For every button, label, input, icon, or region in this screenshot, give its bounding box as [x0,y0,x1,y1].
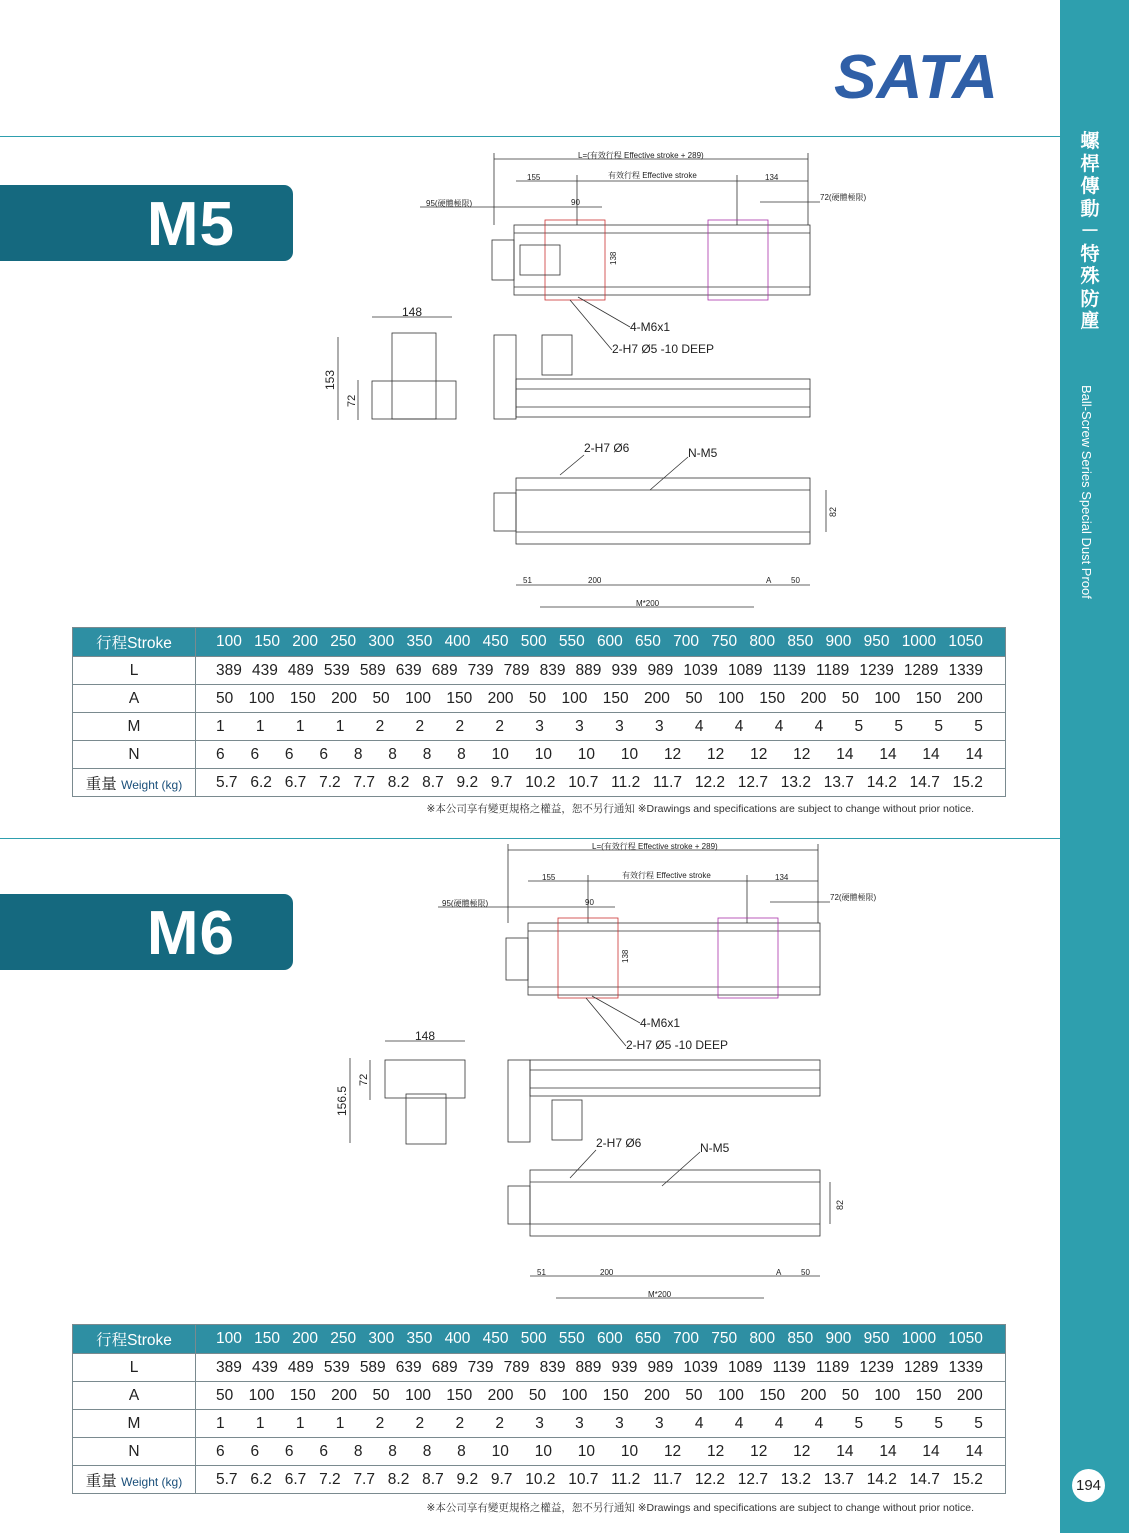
page-number: 194 [1072,1469,1105,1502]
svg-text:72: 72 [346,394,358,407]
logo-text: SATA [834,43,998,112]
svg-text:L=(有效行程 Effective stroke + 289: L=(有效行程 Effective stroke + 289) [592,842,718,851]
disclaimer-note: ※本公司享有變更規格之權益，恕不另行通知 ※Drawings and specifications are subject to change without prior notice. [426,1502,974,1514]
table-row: N 6 6 6 6 8 8 8 8 10 10 10 10 12 12 12 12 14 14 14 14 [73,1438,1006,1466]
sidebar-title-cjk: 螺桿傳動－特殊防塵 [1080,130,1100,332]
spec-table-m5 [72,627,1006,797]
svg-text:82: 82 [828,506,838,517]
svg-text:2-H7 Ø6: 2-H7 Ø6 [596,1136,642,1150]
svg-text:134: 134 [775,873,789,882]
callout-pin: 2-H7 Ø5 -10 DEEP [612,342,715,356]
svg-text:134: 134 [765,173,779,182]
table-row: M 1 1 1 1 2 2 2 2 3 3 3 3 4 4 4 4 5 5 5 5 [73,1410,1006,1438]
model-tab-m6 [0,894,293,970]
svg-text:72(硬體極限): 72(硬體極限) [820,193,867,202]
stroke-values: 100 150 200 250 300 350 400 450 500 550 600 650 700 750 800 850 900 950 1000 1050 [216,1330,983,1347]
model-tab-m5 [0,185,293,261]
svg-text:72(硬體極限): 72(硬體極限) [830,893,877,902]
svg-text:有效行程 Effective stroke: 有效行程 Effective stroke [622,871,711,880]
table-row: A 50 100 150 200 50 100 150 200 50 100 150 200 50 100 150 200 50 100 150 200 [73,685,1006,713]
svg-text:200: 200 [600,1268,614,1277]
table-row: L 389 439 489 539 589 639 689 739 789 839 889 939 989 1039 1089 1139 1189 1239 1289 1339 [73,657,1006,685]
svg-text:90: 90 [571,198,580,207]
table-row: N 6 6 6 6 8 8 8 8 10 10 10 10 12 12 12 12 14 14 14 14 [73,741,1006,769]
svg-text:有效行程 Effective stroke: 有效行程 Effective stroke [608,171,697,180]
dim-total-length: L=(有效行程 Effective stroke + 289) [578,151,704,160]
svg-text:156.5: 156.5 [335,1085,349,1116]
table-row-weight: 重量 Weight (kg) 5.7 6.2 6.7 7.2 7.7 8.2 8.7 9.2 9.7 10.2 10.7 11.2 11.7 12.2 12.7 13.2 13.7 14.2 14.7 15.2 [73,1466,1006,1494]
svg-text:153: 153 [323,369,337,390]
svg-text:50: 50 [791,576,800,585]
svg-text:A: A [766,576,772,585]
svg-text:138: 138 [609,251,618,265]
svg-text:200: 200 [588,576,602,585]
svg-text:95(硬體極限): 95(硬體極限) [426,199,473,208]
svg-text:148: 148 [402,305,423,319]
table-header-row: 行程Stroke 100 150 200 250 300 350 400 450 500 550 600 650 700 750 800 850 900 950 1000 1050 [73,1325,1006,1354]
svg-text:A: A [776,1268,782,1277]
svg-text:M*200: M*200 [648,1290,672,1299]
table-header-row: 行程Stroke 100 150 200 250 300 350 400 450 500 550 600 650 700 750 800 850 900 950 1000 1050 [73,628,1006,657]
stroke-values: 100 150 200 250 300 350 400 450 500 550 600 650 700 750 800 850 900 950 1000 1050 [216,633,983,650]
svg-text:N-M5: N-M5 [688,446,718,460]
table-row: L 389 439 489 539 589 639 689 739 789 839 889 939 989 1039 1089 1139 1189 1239 1289 1339 [73,1354,1006,1382]
top-rule [0,136,1060,137]
svg-text:N-M5: N-M5 [700,1141,730,1155]
technical-drawing-m6 [330,838,877,1308]
table-row: A 50 100 150 200 50 100 150 200 50 100 150 200 50 100 150 200 50 100 150 200 [73,1382,1006,1410]
svg-text:90: 90 [585,898,594,907]
model-label: M5 [146,190,235,259]
svg-text:155: 155 [542,873,556,882]
svg-text:72: 72 [358,1073,370,1086]
disclaimer-note: ※本公司享有變更規格之權益，恕不另行通知 ※Drawings and specifications are subject to change without prior notice. [426,803,974,815]
technical-drawing-m5 [320,145,867,615]
svg-text:95(硬體極限): 95(硬體極限) [442,899,489,908]
callout-tap: 4-M6x1 [630,320,671,334]
svg-text:4-M6x1: 4-M6x1 [640,1016,681,1030]
table-row: M 1 1 1 1 2 2 2 2 3 3 3 3 4 4 4 4 5 5 5 5 [73,713,1006,741]
spec-table-m6 [72,1324,1006,1494]
svg-text:51: 51 [537,1268,546,1277]
sidebar-title-en: Ball-Screw Series Special Dust Proof [1079,385,1094,599]
svg-text:155: 155 [527,173,541,182]
svg-text:2-H7 Ø5 -10 DEEP: 2-H7 Ø5 -10 DEEP [626,1038,729,1052]
sata-logo [834,43,1000,112]
svg-text:M*200: M*200 [636,599,660,608]
table-row-weight: 重量 Weight (kg) 5.7 6.2 6.7 7.2 7.7 8.2 8.7 9.2 9.7 10.2 10.7 11.2 11.7 12.2 12.7 13.2 13.7 14.2 14.7 15.2 [73,769,1006,797]
svg-text:138: 138 [621,949,630,963]
svg-text:148: 148 [415,1029,436,1043]
svg-text:2-H7 Ø6: 2-H7 Ø6 [584,441,630,455]
model-label: M6 [146,899,235,968]
svg-text:82: 82 [835,1199,845,1210]
svg-text:51: 51 [523,576,532,585]
svg-text:50: 50 [801,1268,810,1277]
